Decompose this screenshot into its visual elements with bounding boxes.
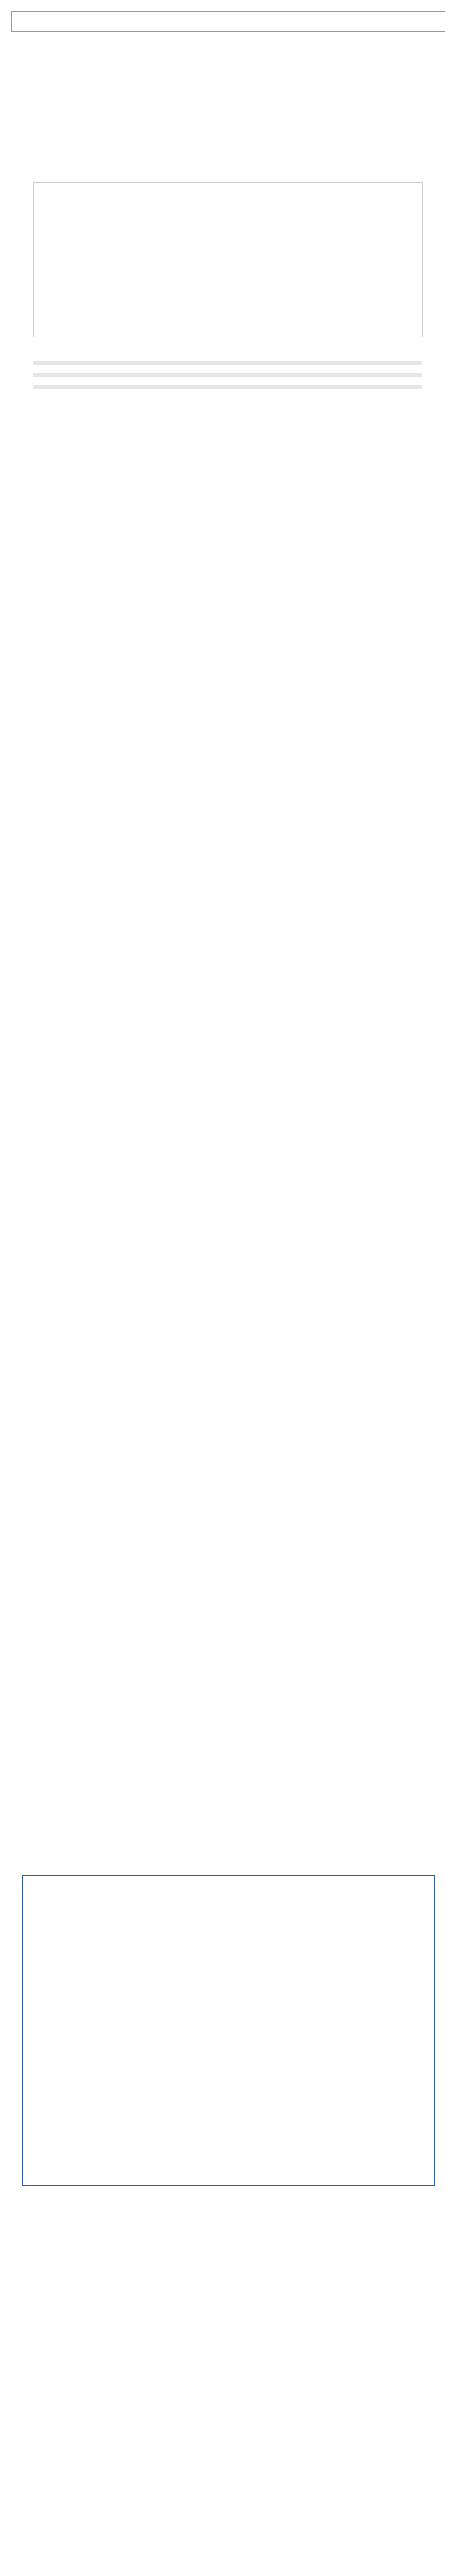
text-line-placeholder bbox=[33, 361, 422, 365]
body-text-placeholder bbox=[33, 353, 422, 397]
document-title bbox=[77, 50, 378, 83]
text-line-placeholder bbox=[33, 373, 422, 377]
text-line-placeholder bbox=[33, 385, 422, 389]
body-table-placeholder bbox=[33, 182, 423, 337]
document-signature bbox=[55, 2514, 400, 2542]
notice-box-placeholder bbox=[22, 1875, 435, 2186]
document-header-label bbox=[11, 11, 445, 32]
